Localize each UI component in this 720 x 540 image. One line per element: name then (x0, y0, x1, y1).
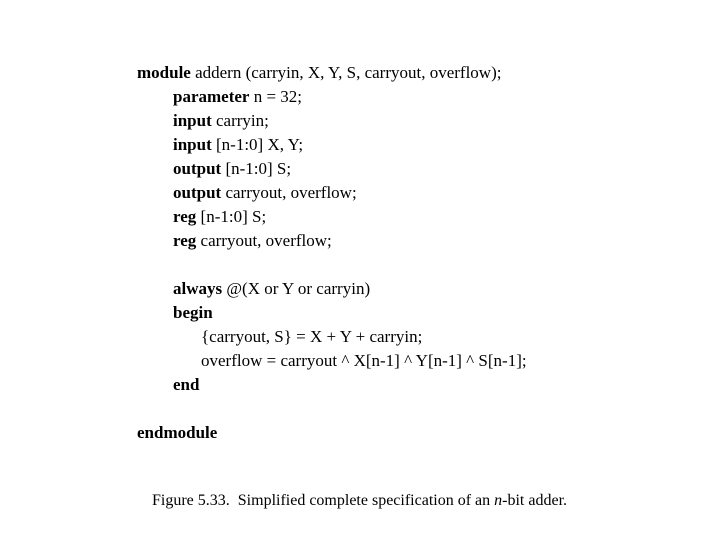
keyword-parameter: parameter (173, 87, 250, 106)
parameter-line (173, 85, 302, 109)
module-declaration-text: addern (carryin, X, Y, S, carryout, overflow); (190, 63, 502, 82)
input-carryin-line (173, 109, 269, 133)
keyword-input: input (173, 111, 212, 130)
reg-carryout-text: carryout, overflow; (196, 231, 332, 250)
always-line (173, 277, 370, 301)
output-carryout-line (173, 181, 357, 205)
keyword-end: end (173, 375, 200, 394)
module-declaration-line (137, 61, 501, 85)
reg-s-line (173, 205, 266, 229)
overflow-assignment-line: overflow = carryout ^ X[n-1] ^ Y[n-1] ^ S[n-1]; (201, 351, 527, 370)
output-s-text: [n-1:0] S; (221, 159, 292, 178)
caption-suffix: -bit adder. (502, 492, 568, 509)
keyword-output: output (173, 183, 222, 202)
keyword-reg: reg (173, 207, 197, 226)
parameter-text: n = 32; (249, 87, 303, 106)
always-sensitivity-text: @(X or Y or carryin) (222, 279, 371, 298)
sum-assignment-line: {carryout, S} = X + Y + carryin; (201, 327, 423, 346)
output-s-line (173, 157, 291, 181)
keyword-endmodule: endmodule (137, 423, 218, 442)
reg-carryout-line (173, 229, 332, 253)
keyword-always: always (173, 279, 223, 298)
output-carryout-text: carryout, overflow; (221, 183, 357, 202)
keyword-output: output (173, 159, 222, 178)
keyword-begin: begin (173, 303, 213, 322)
reg-s-text: [n-1:0] S; (196, 207, 267, 226)
input-carryin-text: carryin; (211, 111, 269, 130)
input-xy-line (173, 133, 303, 157)
keyword-input: input (173, 135, 212, 154)
caption-prefix: Figure 5.33. Simplified complete specification of an (152, 492, 495, 509)
input-xy-text: [n-1:0] X, Y; (211, 135, 304, 154)
keyword-reg: reg (173, 231, 197, 250)
caption-italic-n: n (494, 492, 503, 509)
keyword-module: module (137, 63, 191, 82)
figure-caption (152, 490, 567, 512)
